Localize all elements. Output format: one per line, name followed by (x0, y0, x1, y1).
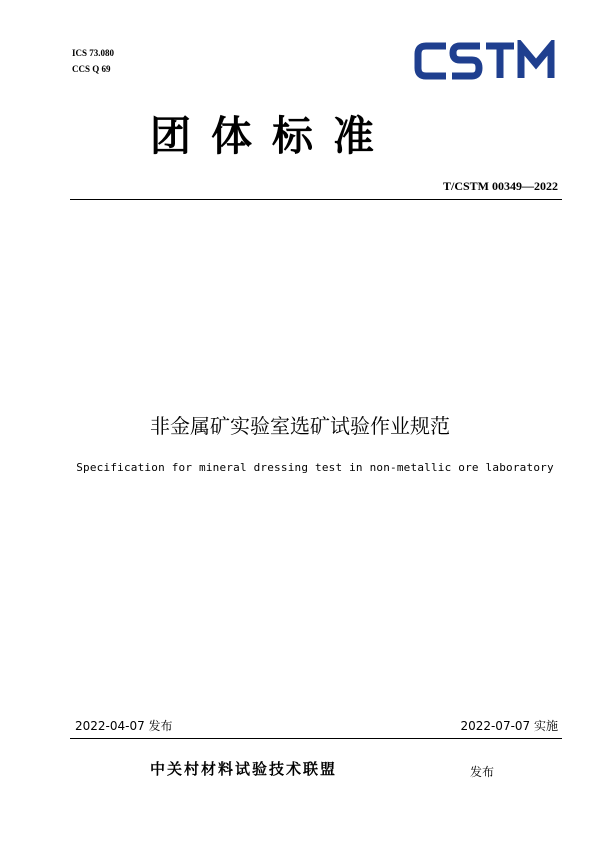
cstm-logo (414, 40, 556, 82)
document-title-cn: 非金属矿实验室选矿试验作业规范 (150, 414, 450, 438)
standard-number: T/CSTM 00349—2022 (442, 179, 558, 193)
classification-codes (72, 45, 114, 77)
header-divider (70, 199, 562, 200)
ics-code: ICS 73.080 (72, 48, 115, 58)
issue-date: 2022-04-07 发布 (75, 719, 173, 733)
publisher-name: 中关村材料试验技术联盟 (150, 760, 338, 778)
implement-date: 2022-07-07 实施 (460, 719, 558, 733)
footer-divider (70, 738, 562, 739)
publish-label: 发布 (470, 765, 495, 779)
ccs-code: CCS Q 69 (72, 64, 111, 74)
document-title-en: Specification for mineral dressing test in non-metallic ore laboratory (76, 461, 554, 474)
standard-type-title: 团体标准 (150, 112, 394, 160)
